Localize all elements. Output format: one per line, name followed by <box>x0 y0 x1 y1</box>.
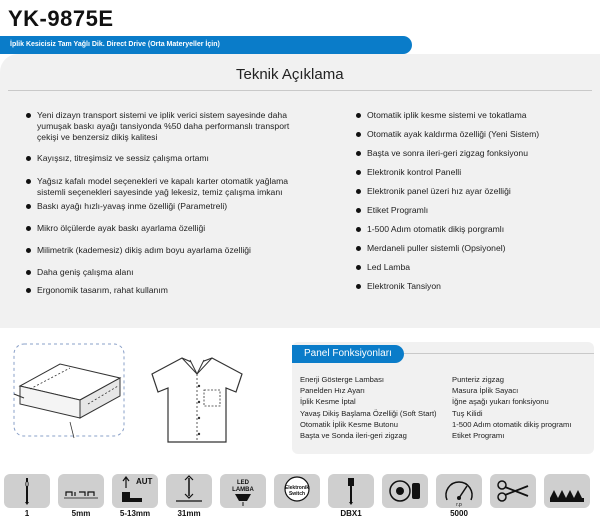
fabric-seam-illustration <box>14 344 124 438</box>
feature-item: Otomatik iplik kesme sistemi ve tokatlama <box>356 110 596 121</box>
panel-function-item: Tuş Kilidi <box>452 408 483 418</box>
panel-functions-header <box>292 345 594 363</box>
panel-function-item: Otomatik İplik Kesme Butonu <box>300 419 398 429</box>
svg-text:LED: LED <box>237 480 249 486</box>
feature-item: Kayışsız, titreşimsiz ve sessiz çalışma ortamı <box>26 153 346 164</box>
feature-item: Elektronik kontrol Panelli <box>356 167 596 178</box>
panel-functions-right <box>452 374 571 441</box>
feature-item: Daha geniş çalışma alanı <box>26 267 346 278</box>
panel-functions-title: Panel Fonksiyonları <box>292 345 404 363</box>
svg-text:Switch: Switch <box>288 491 306 497</box>
feature-item: Elektronik Tansiyon <box>356 281 596 292</box>
svg-text:LAMBA: LAMBA <box>232 487 254 493</box>
led-lamp-icon <box>220 474 266 522</box>
application-illustrations <box>0 334 290 450</box>
feature-item: Yağsız kafalı model seçenekleri ve kapalı karter otomatik yağlama sistemli seçenekleri sayesinde yağ lekesiz, temiz çalışma imkanı <box>26 176 346 198</box>
feature-icons-row <box>4 474 596 522</box>
feature-item: Elektronik panel üzeri hız ayar özelliği <box>356 186 596 197</box>
panel-function-item: Etiket Programı <box>452 431 505 441</box>
thread-trimmer-scissors-icon <box>490 474 536 522</box>
needle-bar-stroke-icon: 31mm <box>166 474 212 522</box>
title-divider <box>8 90 592 91</box>
tech-features-left <box>26 110 346 296</box>
feature-item: Mikro ölçülerde ayak baskı ayarlama özelliği <box>26 223 346 234</box>
panel-function-item: İğne aşağı yukarı fonksiyonu <box>452 397 549 407</box>
speed-icon: r.p 5000 <box>436 474 482 522</box>
feature-item: Merdaneli puller sistemli (Opsiyonel) <box>356 243 596 254</box>
panel-function-item: İplik Kesme İptal <box>300 397 356 407</box>
feature-item: 1-500 Adım otomatik dikiş porgramlı <box>356 224 596 235</box>
svg-text:Elektronik: Elektronik <box>284 485 310 491</box>
subtitle-text: İplik Kesicisiz Tam Yağlı Dik. Direct Drive (Orta Materyeller İçin) <box>10 41 220 48</box>
shirt-illustration <box>152 358 242 442</box>
feature-item: Milimetrik (kademesiz) dikiş adım boyu ayarlama özelliği <box>26 245 346 256</box>
feature-item: Baskı ayağı hızlı-yavaş inme özelliği (Parametreli) <box>26 201 346 212</box>
panel-function-item: Panelden Hız Ayarı <box>300 386 365 396</box>
subtitle-bar <box>0 36 412 54</box>
panel-function-item: Masura İplik Sayacı <box>452 386 519 396</box>
needle-system-icon: DBX1 <box>328 474 374 522</box>
panel-functions-left <box>300 374 437 441</box>
direct-drive-motor-icon <box>382 474 428 522</box>
panel-function-item: Enerji Gösterge Lambası <box>300 375 384 384</box>
tech-features-right <box>356 110 596 292</box>
electronic-switch-icon <box>274 474 320 522</box>
panel-function-item: Yavaş Dikiş Başlama Özelliği (Soft Start) <box>300 408 437 418</box>
panel-function-item: Punteriz zigzag <box>452 375 504 384</box>
feature-item: Başta ve sonra ileri-geri zigzag fonksiyonu <box>356 148 596 159</box>
feature-item: Yeni dizayn transport sistemi ve iplik verici sistem sayesinde daha yumuşak baskı ayağı tansiyonda %50 daha performanslı transport çekişi ve benzersiz dikiş kalitesi <box>26 110 346 143</box>
feature-item: Otomatik ayak kaldırma özelliği (Yeni Sistem) <box>356 129 596 140</box>
presser-foot-lift-icon: AUT 5-13mm <box>112 474 158 522</box>
needle-icon: 1 <box>4 474 50 522</box>
tech-section-title: Teknik Açıklama <box>236 66 344 83</box>
stitch-length-icon: 5mm <box>58 474 104 522</box>
feature-item: Led Lamba <box>356 262 596 273</box>
feature-item: Ergonomik tasarım, rahat kullanım <box>26 285 346 296</box>
feature-item: Etiket Programlı <box>356 205 596 216</box>
feed-dog-icon <box>544 474 590 522</box>
panel-function-item: Başta ve Sonda ileri-geri zigzag <box>300 431 407 441</box>
model-title: YK-9875E <box>8 6 114 31</box>
svg-text:AUT: AUT <box>136 477 153 486</box>
panel-title-divider <box>404 353 594 354</box>
svg-text:r.p: r.p <box>456 502 462 508</box>
panel-function-item: 1-500 Adım otomatik dikiş programı <box>452 419 572 429</box>
